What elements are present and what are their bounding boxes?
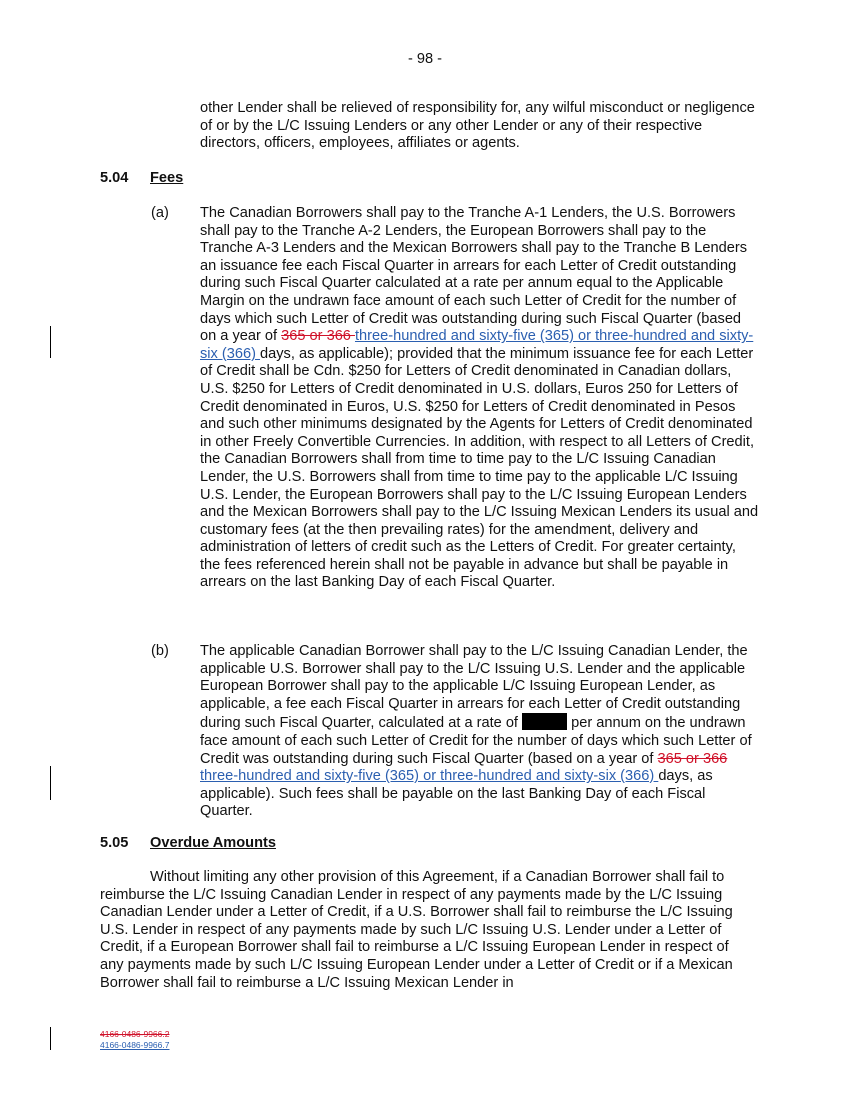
item-b-text-2: days, as applicable). Such fees shall be payable on the last Banking Day of each Fiscal Quarter.	[200, 768, 713, 820]
continuation-paragraph: other Lender shall be relieved of responsibility for, any wilful misconduct or negligence of or by the L/C Issuing Lenders or any other Lender or any of their respective directors, officers, employees, affiliates or agents.	[200, 100, 755, 152]
redaction-box	[522, 713, 567, 730]
section-505-paragraph: Without limiting any other provision of this Agreement, if a Canadian Borrower shall fail to reimburse the L/C Issuing Canadian Lender in respect of any payments made by the L/C Issuing Canadian Lender under a Letter of Credit, if a U.S. Borrower shall fail to reimburse the L/C Issuing U.S. Lender in respect of any payments made by such L/C Issuing U.S. Lender under a Letter of Credit, if a European Borrower shall fail to reimburse a L/C Issuing European Lender in respect of any payments made by such L/C Issuing European Lender under a Letter of Credit or if a Mexican Borrower shall fail to reimburse a L/C Issuing Mexican Lender in	[100, 869, 733, 991]
page-number: - 98 -	[407, 51, 443, 67]
change-bar	[50, 766, 51, 800]
section-title: Fees	[150, 170, 184, 186]
item-a-text-1: The Canadian Borrowers shall pay to the Tranche A-1 Lenders, the U.S. Borrowers shall pay to the Tranche A-2 Lenders, the European Borrowers shall pay to the Tranche A-3 Lenders and the Mexican Borrowers shall pay to the Tranche B Lenders an issuance fee each Fiscal Quarter in arrears for each Letter of Credit outstanding during such Fiscal Quarter calculated at a rate per annum equal to the Applicable Margin on the undrawn face amount of each such Letter of Credit for the number of days which such Letter of Credit was outstanding during such Fiscal Quarter (based on a year of	[200, 205, 748, 345]
item-a-body	[200, 205, 760, 592]
change-bar	[50, 1027, 51, 1050]
item-label: (b)	[151, 643, 169, 659]
item-b-inserted-text: three-hundred and sixty-five (365) or three-hundred and sixty-six (366)	[200, 768, 659, 785]
section-number: 5.04	[100, 170, 129, 186]
item-label: (a)	[151, 205, 169, 221]
item-a-deleted-text: 365 or 366	[281, 328, 355, 345]
footer-doc-id-new: 4166-0486-9966.7	[100, 1040, 170, 1050]
section-title: Overdue Amounts	[150, 835, 276, 851]
item-b-deleted-text: 365 or 366	[657, 750, 728, 767]
item-b-text-after-redaction: per annum on the undrawn face amount of each such Letter of Credit for the number of days which such Letter of Credit was outstanding during such Fiscal Quarter (based on a year of	[200, 715, 752, 767]
item-a-text-2: days, as applicable); provided that the minimum issuance fee for each Letter of Credit shall be Cdn. $250 for Letters of Credit denominated in Canadian dollars, U.S. $250 for Letters of Credit denominated in U.S. dollars, Euros 250 for Letters of Credit denominated in Euros, U.S. $250 for Letters of Credit denominated in Pesos and such other minimums designated by the Agents for Letters of Credit denominated in other Freely Convertible Currencies. In addition, with respect to all Letters of Credit, the Canadian Borrowers shall from time to time pay to the L/C Issuing Canadian Lender, the U.S. Borrowers shall from time to time pay to the applicable L/C Issuing U.S. Lender, the European Borrowers shall pay to the L/C Issuing European Lenders and the Mexican Borrowers shall pay to the L/C Issuing Mexican Lenders its usual and customary fees (at the then prevailing rates) for the amendment, delivery and administration of letters of credit such as the Letters of Credit. For greater certainty, the fees referenced herein shall not be payable in advance but shall be payable in arrears on the last Banking Day of each Fiscal Quarter.	[200, 345, 759, 591]
change-bar	[50, 326, 51, 358]
item-a-inserted-text: three-hundred and sixty-five (365) or three-hundred and sixty-six (366)	[200, 328, 754, 362]
section-number: 5.05	[100, 835, 129, 851]
item-b-body	[200, 643, 760, 821]
footer-doc-id-old: 4166-0486-9966.2	[100, 1029, 170, 1039]
item-b-text-1: The applicable Canadian Borrower shall pay to the L/C Issuing Canadian Lender, the applicable U.S. Borrower shall pay to the L/C Issuing U.S. Lender and the applicable European Borrower shall pay to the applicable L/C Issuing European Lender, as applicable, a fee each Fiscal Quarter in arrears for each Letter of Credit outstanding during such Fiscal Quarter, calculated at a rate of	[200, 643, 748, 732]
